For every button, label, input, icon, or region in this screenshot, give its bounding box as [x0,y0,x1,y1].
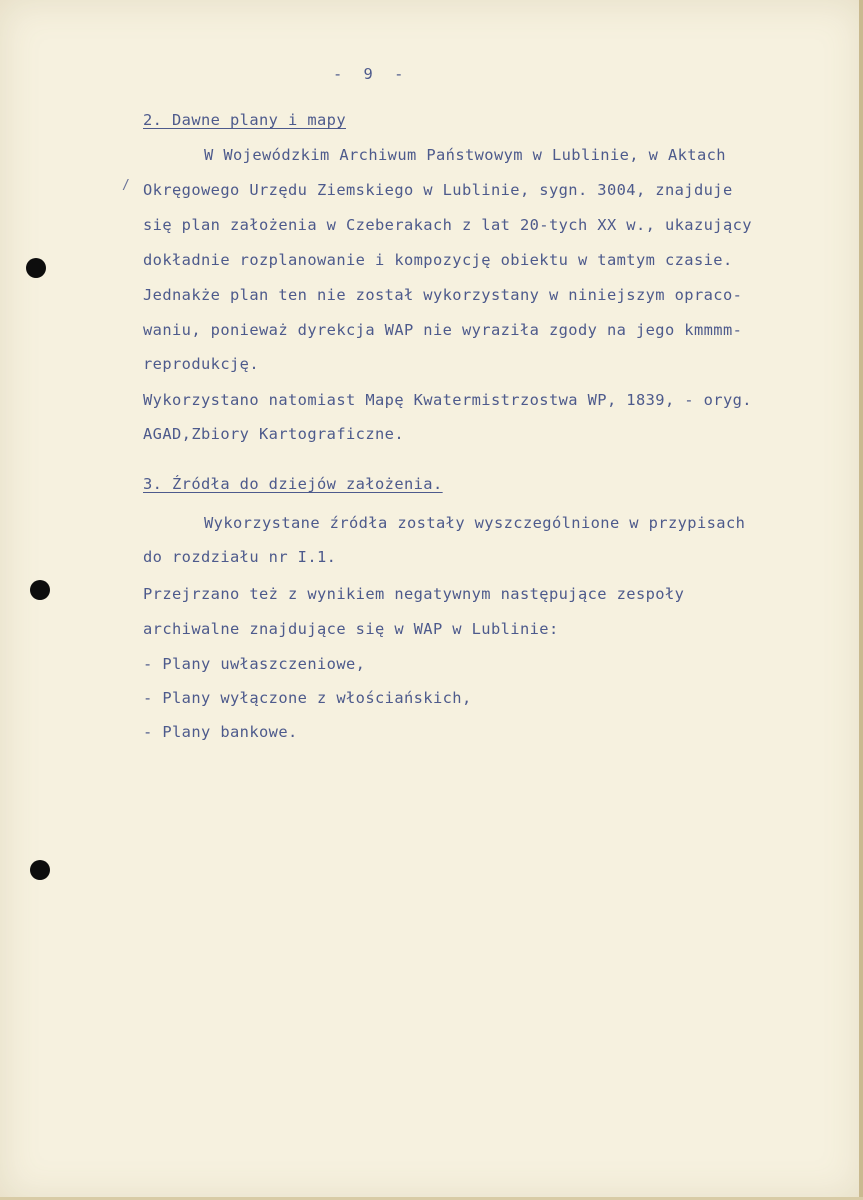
archive-list-item: - Plany uwłaszczeniowe, [143,655,366,673]
page-edge-right [859,0,863,1200]
page-number: - 9 - [333,65,410,83]
section-2-line: się plan założenia w Czeberakach z lat 20-tych XX w., ukazujący [143,216,752,234]
archive-list-item: - Plany bankowe. [143,723,298,741]
section-2-heading: 2. Dawne plany i mapy [143,111,346,129]
punch-hole-middle [30,580,50,600]
margin-tick-mark: / [122,178,130,193]
section-3-line: do rozdziału nr I.1. [143,548,337,566]
section-2-line: Okręgowego Urzędu Ziemskiego w Lublinie, sygn. 3004, znajduje [143,181,733,199]
section-3-heading: 3. Źródła do dziejów założenia. [143,475,443,493]
section-2-line: reprodukcję. [143,355,259,373]
section-3-line: Przejrzano też z wynikiem negatywnym następujące zespoły [143,585,685,603]
section-2-line: dokładnie rozplanowanie i kompozycję obiektu w tamtym czasie. [143,251,733,269]
section-2-line: waniu, ponieważ dyrekcja WAP nie wyraziła zgody na jego kmmmm- [143,321,743,339]
archive-list-item: - Plany wyłączone z włościańskich, [143,689,472,707]
section-2-line: AGAD,Zbiory Kartograficzne. [143,425,404,443]
section-2-line: Wykorzystano natomiast Mapę Kwatermistrzostwa WP, 1839, - oryg. [143,391,752,409]
punch-hole-bottom [30,860,50,880]
section-2-line: Jednakże plan ten nie został wykorzystany w niniejszym opraco- [143,286,743,304]
punch-hole-top [26,258,46,278]
section-3-line: Wykorzystane źródła zostały wyszczególnione w przypisach [204,514,746,532]
section-3-line: archiwalne znajdujące się w WAP w Lublinie: [143,620,559,638]
section-2-line: W Wojewódzkim Archiwum Państwowym w Lublinie, w Aktach [204,146,726,164]
